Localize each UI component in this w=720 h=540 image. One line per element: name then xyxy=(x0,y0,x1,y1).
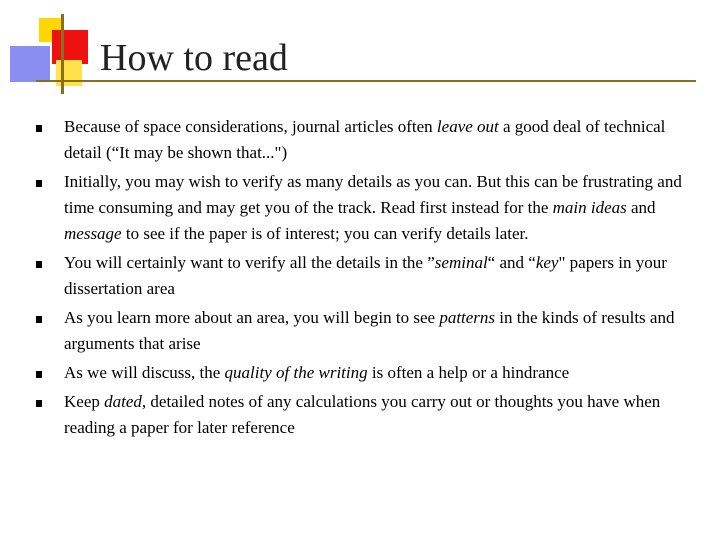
bullet-text xyxy=(64,117,665,162)
bullet-item xyxy=(36,389,700,441)
bullet-emphasis: leave out xyxy=(436,117,499,136)
bullet-text xyxy=(64,308,674,353)
bullet-text-run: and xyxy=(626,198,656,217)
bullet-text-run: in the kinds of results and arguments that arise xyxy=(64,308,675,353)
decorative-square-red xyxy=(52,30,88,64)
bullet-emphasis: patterns xyxy=(439,308,496,327)
decorative-square-yellow-small xyxy=(56,60,82,86)
bullet-emphasis: quality of the writing xyxy=(224,363,368,382)
bullet-text-run: You will certainly want to verify all the details in the ” xyxy=(64,253,435,272)
bullet-square-icon xyxy=(36,316,42,323)
bullet-item xyxy=(36,250,700,302)
bullet-emphasis: message xyxy=(64,224,122,243)
decorative-vertical-rule xyxy=(61,14,64,94)
bullet-text-run: " papers in your dissertation area xyxy=(64,253,667,298)
bullet-square-icon xyxy=(36,180,42,187)
bullet-text xyxy=(64,172,682,243)
bullet-list xyxy=(36,114,700,444)
bullet-square-icon xyxy=(36,261,42,268)
bullet-emphasis: seminal xyxy=(434,253,488,272)
bullet-text-run: is often a help or a hindrance xyxy=(367,363,570,382)
bullet-square-icon xyxy=(36,400,42,407)
bullet-square-icon xyxy=(36,371,42,378)
bullet-item xyxy=(36,360,700,386)
bullet-text-run: As you learn more about an area, you will begin to see xyxy=(64,308,440,327)
bullet-text-run: Keep xyxy=(64,392,105,411)
bullet-item xyxy=(36,169,700,247)
bullet-text xyxy=(64,392,660,437)
bullet-text-run: a good deal of technical detail (“It may be shown that...") xyxy=(64,117,666,162)
bullet-emphasis: key xyxy=(535,253,559,272)
bullet-item xyxy=(36,114,700,166)
bullet-emphasis: main ideas xyxy=(552,198,627,217)
bullet-emphasis: dated xyxy=(104,392,142,411)
bullet-text-run: As we will discuss, the xyxy=(64,363,225,382)
slide-title: How to read xyxy=(100,37,288,79)
bullet-text-run: “ and “ xyxy=(487,253,536,272)
decorative-square-blue xyxy=(10,46,50,82)
bullet-text-run: Initially, you may wish to verify as many details as you can. But this can be frustrating and time consuming and may get you of the track. Read first instead for the xyxy=(64,172,682,217)
bullet-item xyxy=(36,305,700,357)
bullet-square-icon xyxy=(36,125,42,132)
bullet-text xyxy=(64,253,667,298)
bullet-text-run: , detailed notes of any calculations you carry out or thoughts you have when reading a paper for later reference xyxy=(64,392,661,437)
bullet-text-run: to see if the paper is of interest; you can verify details later. xyxy=(121,224,529,243)
title-underline-rule xyxy=(36,80,696,82)
bullet-text xyxy=(64,363,569,382)
bullet-text-run: Because of space considerations, journal articles often xyxy=(64,117,437,136)
